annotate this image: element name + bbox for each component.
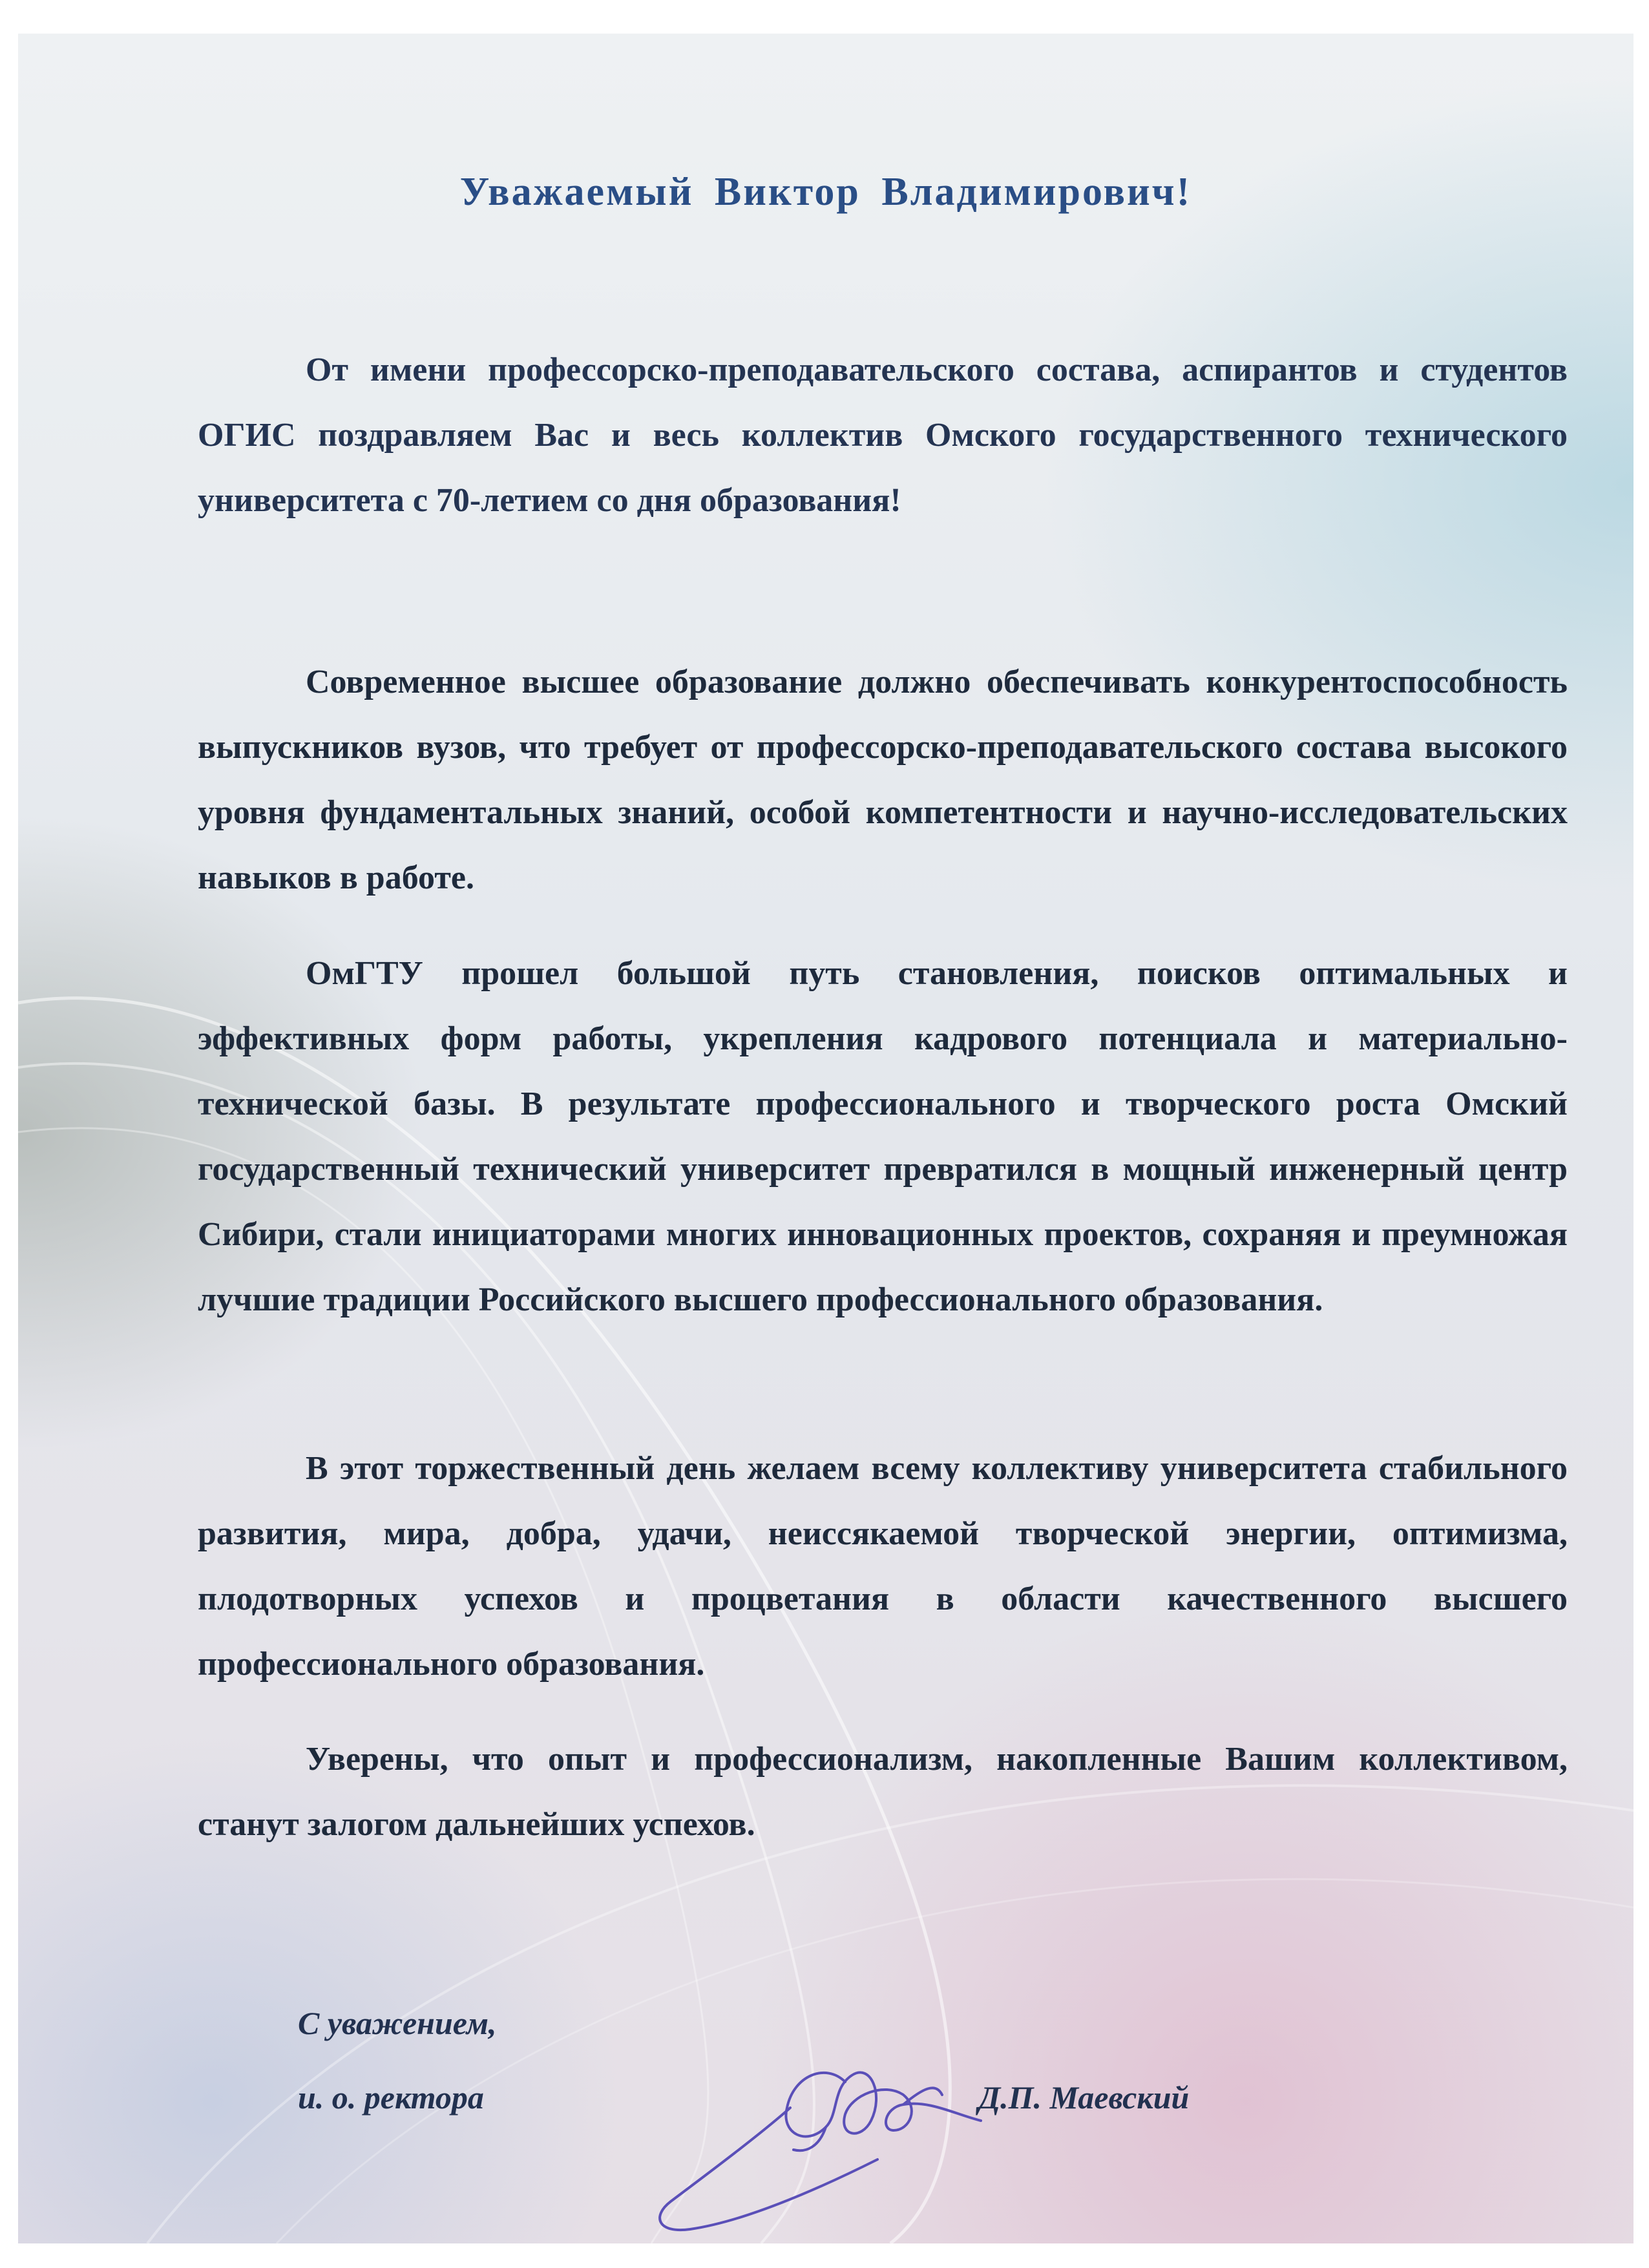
letter-salutation: Уважаемый Виктор Владимирович! [459,170,1192,214]
paragraph-2-text: Современное высшее образование должно обеспечивать конкурентоспособность выпускников вузов, что требует от профессорско-преподавательского состава высокого уровня фундаментальных знаний, особой компетентности и научно-исследовательских навыков в работе. [198,664,1568,896]
letter-sheet [18,34,1633,2243]
paragraph-5-text: Уверены, что опыт и профессионализм, накопленные Вашим коллективом, станут залогом дальнейших успехов. [198,1741,1568,1843]
paragraph-3 [198,941,1568,1332]
paragraph-2 [198,649,1568,910]
paragraph-4 [198,1436,1568,1697]
paragraph-1-text: От имени профессорско-преподавательского состава, аспирантов и студентов ОГИС поздравляем Вас и весь коллектив Омского государственного технического университета с 70-летием со дня образования! [198,352,1568,519]
paragraph-5 [198,1727,1568,1857]
handwritten-signature [632,2024,1033,2237]
paragraph-4-text: В этот торжественный день желаем всему коллективу университета стабильного развития, мира, добра, удачи, неиссякаемой творческой энергии, оптимизма, плодотворных успехов и процветания в области качественного высшего профессионального образования. [198,1450,1568,1683]
paragraph-1 [198,337,1568,533]
paragraph-3-text: ОмГТУ прошел большой путь становления, поисков оптимальных и эффективных форм работы, укрепления кадрового потенциала и материально-технической базы. В результате профессионального и творческого роста Омский государственный технический университет превратился в мощный инженерный центр Сибири, стали инициаторами многих инновационных проектов, сохраняя и преумножая лучшие традиции Российского высшего профессионального образования. [198,955,1568,1318]
signer-position: и. о. ректора [298,2079,484,2116]
signer-name: Д.П. Маевский [978,2079,1190,2116]
closing-phrase: С уважением, [298,2005,497,2041]
